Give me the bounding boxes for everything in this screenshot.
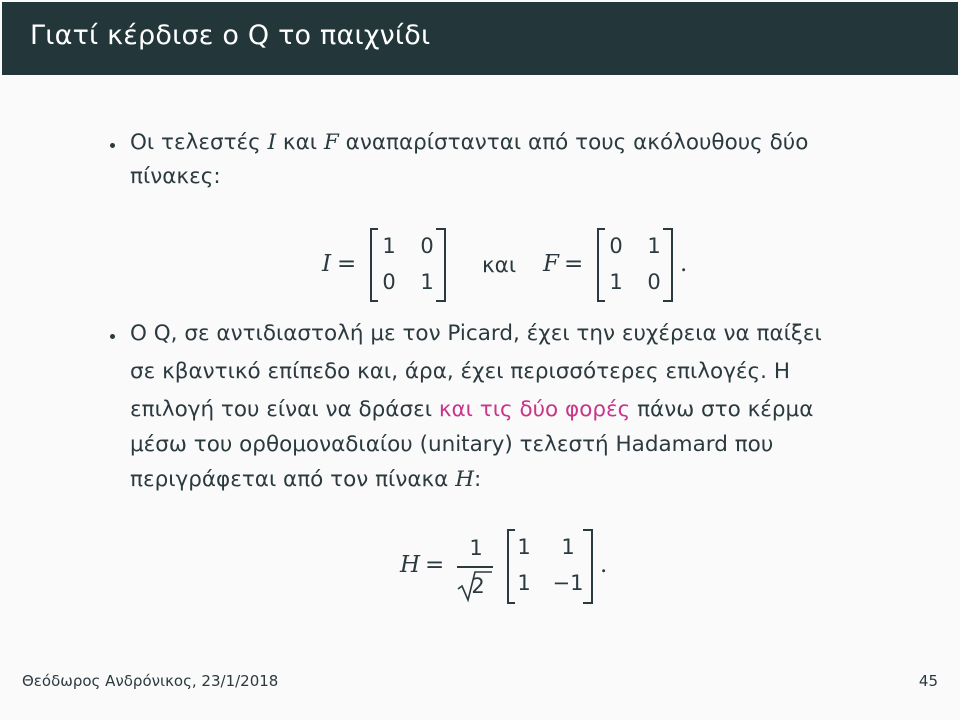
bullet2-line3 xyxy=(130,393,813,427)
text-span: επιλογή του είναι να δράσει xyxy=(130,397,439,422)
matrix-cell: 1 xyxy=(420,270,434,294)
bracket-cap xyxy=(436,300,444,302)
eq1-conjunction: και xyxy=(482,253,517,278)
eq1-equals: = xyxy=(564,251,584,277)
bracket-cap xyxy=(583,529,591,531)
text-span: Οι τελεστές xyxy=(130,130,268,155)
matrix-cell: 0 xyxy=(420,234,434,258)
bracket-cap xyxy=(507,529,515,531)
bullet2-line4: μέσω του ορθομοναδιαίου (unitary) τελεστή Hadamard που xyxy=(130,432,774,457)
bullet2-line5 xyxy=(130,463,481,497)
matrix-cell: 1 xyxy=(517,535,531,559)
bullet1-line2: πίνακες: xyxy=(130,164,221,189)
text-span: και xyxy=(276,130,324,155)
math-var-H: H xyxy=(455,467,474,492)
bullet2-line2: σε κβαντικό επίπεδο και, άρα, έχει περισσότερες επιλογές. Η xyxy=(130,359,791,384)
matrix-cell: 1 xyxy=(382,234,396,258)
eq2-equals: = xyxy=(425,552,445,578)
eq1-lhs-F: F xyxy=(543,251,559,277)
frac-denominator: 2 xyxy=(471,574,485,598)
matrix-cell: 1 xyxy=(609,270,623,294)
matrix-cell: 0 xyxy=(382,270,396,294)
matrix-cell: 0 xyxy=(647,270,661,294)
fraction-bar xyxy=(457,566,493,568)
text-span: αναπαρίστανται από τους ακόλουθους δύο xyxy=(338,130,809,155)
math-var-I: I xyxy=(267,130,277,155)
bullet1-line1 xyxy=(130,126,808,160)
text-span: πάνω στο κέρμα xyxy=(630,397,814,422)
bracket-cap xyxy=(583,602,591,604)
eq1-period: . xyxy=(680,251,688,277)
slide-title: Γιατί κέρδισε ο Q το παιχνίδι xyxy=(30,20,431,51)
text-span: : xyxy=(473,467,482,492)
bullet-marker xyxy=(110,334,115,339)
matrix-cell: 1 xyxy=(647,234,661,258)
bullet-marker xyxy=(110,143,115,148)
eq1-equals: = xyxy=(337,251,357,277)
text-span: περιγράφεται από τον πίνακα xyxy=(130,467,456,492)
matrix-cell: 1 xyxy=(561,535,575,559)
highlighted-text: και τις δύο φορές xyxy=(438,397,631,422)
footer-author-date: Θεόδωρος Ανδρόνικος, 23/1/2018 xyxy=(22,672,279,690)
matrix-cell: −1 xyxy=(552,571,584,595)
math-var-F: F xyxy=(323,130,339,155)
bracket-cap xyxy=(370,300,378,302)
bracket-cap xyxy=(507,602,515,604)
bracket-cap xyxy=(370,228,378,230)
eq1-lhs-I: I xyxy=(322,251,332,277)
bracket-cap xyxy=(597,228,605,230)
bracket-cap xyxy=(663,228,671,230)
bullet2-line1: Ο Q, σε αντιδιαστολή με τον Picard, έχει την ευχέρεια να παίξει xyxy=(130,321,822,346)
page-number: 45 xyxy=(918,672,938,690)
bracket-cap xyxy=(663,300,671,302)
frac-numerator: 1 xyxy=(469,536,483,560)
eq2-lhs-H: H xyxy=(400,552,421,578)
bracket-cap xyxy=(436,228,444,230)
matrix-cell: 0 xyxy=(609,234,623,258)
bracket-cap xyxy=(597,300,605,302)
matrix-cell: 1 xyxy=(517,571,531,595)
eq2-period: . xyxy=(600,552,608,578)
